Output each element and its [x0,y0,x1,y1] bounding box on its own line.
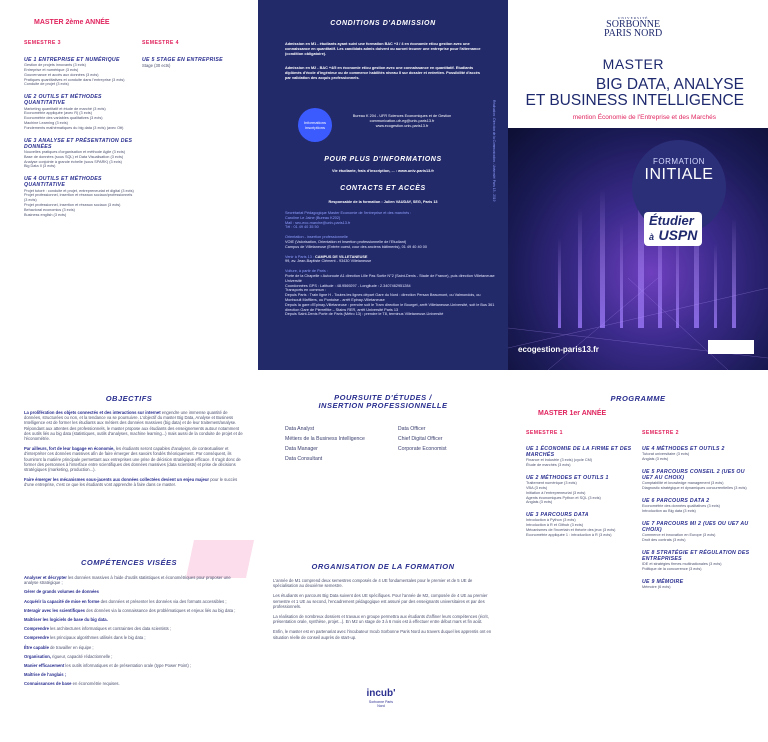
organisation-paragraph: Les étudiants en parcours Big Data suivent des UE spécifiques. Pour l'année de M2, composée de 4 UE au premier semestre et 1 UE au second, l'encadrement pédagogique est assuré par des enseignants universitaires et par des professionnels. [273,593,488,609]
competences-title: COMPÉTENCES VISÉES [80,558,178,567]
competence-text: les principaux algorithmes utilisés dans le big data ; [48,635,146,641]
job-item: Corporate Economist [397,446,447,452]
obj-p3: pour le succès d'une entreprise, c'est ce que les étudiants vont apprendre à faire dans ce master. [24,477,238,488]
ue-courses: Econométrie des données qualitatives (3 ects) Introduction au Big data (3 ects) [642,504,720,513]
ue-block [642,550,756,572]
ue-block [24,176,136,217]
ue-block [526,475,636,505]
ue-courses: Marketing quantitatif et étude de marché (3 ects) Econométrie appliquée (avec R) (3 ects) Econométrie des variables qualitatives (3 ects) Machine Learning (3 ects) Fondements mathématiques du big data (3 ects) (avec Ott) [24,106,124,130]
ue-title: UE 5 PARCOURS CONSEIL 2 (UE5 OU UE7 AU CHOIX) [642,468,745,481]
incub-logo [366,688,396,708]
organisation-text [273,578,495,645]
semester2-ue-list [642,446,756,590]
uspn-text: USPN [658,227,698,243]
competence-item [24,626,246,631]
transport-text: Porte de la Chapelle • Autoroute A1 direction Lille Pas Sortie N°2 (Saint-Denis - Stade de France), puis direction Villetaneuse Université Coordonnées GPS : Latitude : 48.9569297 - Longitude : 2.3407462951284 Transports en commun : Depuis Paris : Train ligne H - Toutes les lignes départ Gare du Nord : direction Persan Beaumont, ou Valmondois, ou Montsoult Maffliers, ou Pontoise - arrêt Epinay-Villetaneuse Depuis la gare d'Epinay-Villetaneuse : prendre soit le Tram direction le Bourget, arrêt Villetaneuse-Université, soit le Bus 361 direction Gare de Pierrefitte – Stains RER, arrêt Université Paris 13 Depuis Saint-Denis Porte de Paris (Métro 13) : prendre le T8, terminus Villetaneuse-Université [285,273,495,317]
competence-item [24,599,246,604]
ue-courses: Gestion de projets innovants (3 ects) Entreprise et numérique (3 ects) Gouvernance et accès aux données (3 ects) Pratiques quantitatives et conduite dans l'entreprise (3 ects) Conduite de projet (3 ects) [24,63,125,87]
ue-title: UE 1 ÉCONOMIE DE LA FIRME ET DES MARCHÉS [526,446,632,459]
poursuite-panel [258,378,508,742]
mention-line [573,114,716,121]
competence-bold: Organisation, [24,653,51,659]
etudier-uspn [644,212,702,246]
info-badge-text: Bureau K 204 - UFR Sciences Economiques et de Gestion communication-ufr-eg@univ-paris13.fr www.ecogestion.univ-paris13.fr [352,114,452,128]
competence-item [24,663,246,668]
incub-wordmark: incub' [366,688,396,699]
competences-list [24,575,246,691]
initiale-label: INITIALE [644,166,714,183]
programme-panel [508,378,768,742]
a-text: à [649,232,655,242]
competence-item [24,608,246,613]
semester3-ue-list [24,57,136,217]
organisation-paragraph: Enfin, le master est en partenariat avec l'incubateur Incub Sorbonne Paris Nord au travers duquel les apprentis ont en situation réelle de conseil auprès de start-up. [273,629,492,640]
ue-block [642,446,756,462]
jobs-right-list [398,424,495,464]
mention-label: mention [572,114,596,121]
competence-text: les architectures informatiques et contraintes des data scientists ; [48,626,172,632]
job-item: Data Manager [285,446,318,452]
venir-label: Venir à Paris 13 : [285,254,314,259]
ue-courses: Tutorat universitaire (3 ects) Anglais (3 ects) [642,452,690,461]
organisation-title: ORGANISATION DE LA FORMATION [311,562,455,571]
ue-courses: Comptabilité et knowledge management (3 ects) Diagnostic stratégique et dynamiques concurrentielles (3 ects) [642,481,747,490]
conditions-m1: Admission en M1 - étudiants ayant suivi une formation BAC +3 / 4 en économie et/ou gestion avec une connaissance en quantitatif. Les candidats admis doivent ou auront trouver une entreprise pour l'alternance (condition obligatoire). [285,42,481,56]
ue-courses: Commerce et innovation en Europe (3 ects) Droit des contrats (3 ects) [642,533,716,542]
secretariat-text: Caroline Le Jaine (Bureau K202) Mail : sec-eco-marche@univ-paris13.fr Tél : 01 49 40 35 50 [285,215,351,230]
ue-block [526,446,636,468]
ue-block [642,579,756,590]
secretariat-label: Secrétariat Pédagogique Master Economie de l'entreprise et des marchés : [285,211,412,215]
cover-panel [508,0,768,370]
job-item: Chief Digital Officer [397,436,443,442]
ue-courses: Projet tutoré : conduite et projet, entrepreneuriat et digital (3 ects) Projet professionnel, insertion et réseaux sociaux/professionnels (3 ects) Projet professionnel, insertion et réseaux sociaux (3 ects) Behavioral economics (3 ects) Business english (3 ects) [24,188,134,217]
logo-line2: SORBONNE [606,19,661,30]
competence-bold: Connaissances de base [24,681,72,687]
more-info-text: Vie étudiante, frais d'inscription, ... : www.univ-paris13.fr [332,169,434,173]
master2-panel [0,0,258,370]
obj-p1-bold: La prolifération des objets connectés et des interactions sur internet [24,410,161,415]
jobs-left-list [285,424,392,464]
programme-title: PROGRAMME [610,394,666,403]
ue-courses: IDE et stratégies firmes multinationales (3 ects) Politique de la concurrence (3 ects) [642,562,722,571]
ue-title: UE 3 PARCOURS DATA [526,512,589,519]
ue5-desc: Stage (30 ects) [142,63,171,69]
semester2-label: SEMESTRE 2 [642,430,679,436]
logo-line3: PARIS NORD [604,28,663,39]
ue-title: UE 9 MÉMOIRE [642,578,684,585]
organisation-paragraph: La réalisation de nombreux dossiers et travaux en groupe permettra aux étudiants d'affiner leurs compétences (écrit, présentation orale, synthèse, projet...). En M2 un stage de 3 à 6 mois est à effectuer entre début mars et fin août. [273,614,489,625]
objectifs-panel [0,378,258,742]
incub-sub: Sorbonne Paris Nord [368,700,394,708]
transport-label: Voiture, à partir de Paris : [285,269,328,274]
white-block [708,340,754,354]
obj-p2-bold: Par ailleurs, fort de leur bagage en économie, [24,446,115,452]
ue-title: UE 1 ENTREPRISE ET NUMÉRIQUE [24,57,120,63]
venir-campus: CAMPUS DE VILLETANEUSE [314,254,368,259]
ue-courses: Finance et industrie (3 ects) (cycle CM) Étude de marchés (3 ects) [526,458,593,468]
ue-title: UE 6 PARCOURS DATA 2 [642,497,710,504]
obj-p1: engendre une immense quantité de données, structurées ou non, et la tendance va se poursuivre. L'objectif du master Big Data, Analyse et Business Intelligence est de former les étudiants aux métiers des données massives (big data) et de leur traitement/analyse. Répondant aux attentes des professionnels, le master propose aux étudiants des enseignements autour notamment des outils liés au big data (statistiques, outils d'analyses, machine learning...) mais aussi de la conduite de projet et de l'économétrie. [24,410,243,442]
obj-p2: les étudiants seront capables d'analyser, de contextualiser et d'interpréter ces données massives afin de faire émerger des savoirs fondés théoriquement. Par conséquent, ils fourniront la matière principale permettant aux entreprises une prise de décision stratégique efficace. Il s'agit donc de former des personnes à l'interface entre scientifiques des données massives (data scientists) et prise de décisions stratégiques (marketing, production...). [24,446,241,473]
competence-bold: Acquérir la capacité de mise en forme [24,598,100,604]
competence-item [24,654,246,659]
conditions-m2: Admission en M2 - BAC +4/5 en économie et/ou gestion avec une connaissance en quantitatif. Etudiants diplômés d'école d'ingénieur ou de commerce habilités niveau II sur dossier et entretien. Possibilité d'accès par validation des acquis professionnels. [285,66,480,80]
competence-item [24,681,246,686]
master1-title: MASTER 1er ANNÉE [538,410,607,417]
logo-line1: UNIVERSITÉ [617,16,649,20]
ue-title: UE 2 MÉTHODES ET OUTILS 1 [526,475,609,481]
ue-title: UE 4 OUTILS ET MÉTHODES QUANTITATIVE [24,176,102,189]
competence-item [24,645,246,650]
obj-p3-bold: Faire émerger les mécanismes sous-jacents aux données collectées devient un enjeu majeur [24,477,210,483]
ue-block [24,94,136,130]
competence-text: rigueur, capacité rédactionnelle ; [51,653,113,659]
ue-courses: Traitement numérique (3 ects) VBA (3 ects) Initiation à l'entrepreneuriat (3 ects) Agents économiques Python et SQL (3 ects) Anglais (3 ects) [526,481,601,505]
competence-item [24,589,246,594]
ue-title: UE 4 MÉTHODES ET OUTILS 2 [642,446,725,452]
master2-title: MASTER 2ème ANNÉE [34,19,110,26]
competence-bold: Comprendre [24,635,49,641]
objectifs-title: OBJECTIFS [105,394,153,403]
competence-bold: Être capable [24,644,49,650]
competence-text: des données et présenter les données via des formats accessibles ; [99,598,227,604]
job-item: Data Consultant [285,456,323,462]
semester4-label: SEMESTRE 4 [142,40,179,46]
conditions-title: CONDITIONS D'ADMISSION [330,20,436,27]
info-badge-label: Informations inscriptions [303,120,326,130]
semester1-label: SEMESTRE 1 [526,430,563,436]
ue-block [642,469,756,491]
admission-panel [258,0,508,370]
ue-courses: Mémoire (6 ects) [642,584,671,589]
job-item: Data Analyst [285,426,315,432]
semester3-label: SEMESTRE 3 [24,40,61,46]
competence-text: les outils informatiques et de présentation orale (type Power Point) ; [64,663,192,669]
competence-text: de travailler en équipe ; [48,644,94,650]
ue5-title: UE 5 STAGE EN ENTREPRISE [142,57,223,63]
poursuite-title-line2: INSERTION PROFESSIONNELLE [318,401,448,410]
organisation-paragraph: L'année de M1 comprend deux semestres composés de 4 UE fondamentales pour le premier et de 5 UE de spécialisation au deuxième semestre. [273,578,473,589]
competence-bold: Analyser et décrypter [24,575,67,580]
mention-text: Économie de l'Entreprise et des Marchés [597,114,716,121]
competence-item [24,575,246,585]
ue-title: UE 3 ANALYSE ET PRÉSENTATION DES DONNÉES [24,137,133,150]
competence-bold: Interagir avec les scientifiques [24,607,85,613]
competence-item [24,672,246,677]
ue-title: UE 7 PARCOURS MI 2 (UE5 OU UE7 AU CHOIX) [642,520,749,533]
more-info-title: POUR PLUS D'INFORMATIONS [324,156,442,163]
ue-block [642,498,756,514]
orientation-text: VOIE (Valorisation, Orientation et Insertion professionnelle de l'Etudiant) Campus de Villetaneuse (Entrée ouest, cour des anciens bâtiments), 01 49 40 40 00 [285,239,427,249]
ue-block [24,138,136,170]
ue-block [642,521,756,543]
semester1-ue-list [526,446,636,538]
program-title-line1: BIG DATA, ANALYSE [595,76,744,93]
competence-text: les données massives à l'aide d'outils statistiques et économétriques pour proposer une analyse stratégique ; [24,575,231,586]
job-item: Métiers de la Business Intelligence [285,436,365,442]
competence-bold: Maîtrise de l'anglais ; [24,672,67,678]
ue-block [24,57,136,87]
formation-label: FORMATION [653,157,705,166]
university-logo [604,16,662,38]
website-url: ecogestion-paris13.fr [518,345,599,354]
responsable-text: Responsable de la formation : Julien VAUDAY, SEG, Paris 13 [328,200,438,204]
ue-block [526,512,636,537]
competence-bold: Comprendre [24,626,49,632]
ue-title: UE 2 OUTILS ET MÉTHODES QUANTITATIVE [24,94,102,107]
etudier-text: Étudier [649,213,694,228]
contacts-title: CONTACTS ET ACCÈS [340,185,426,192]
orientation-label: Orientation - insertion professionnelle [285,235,348,240]
competence-bold: Gérer de grands volumes de données [24,589,99,595]
venir-address: 99, av. Jean-Baptiste Clément - 93430 Villetaneuse [285,259,372,264]
competence-bold: Manier efficacement [24,663,65,669]
credit-vertical: Réalisation : Direction de la Communication - Université Paris 13 - 2019 [492,100,496,202]
ue-courses: Introduction à Python (3 ects) Introduction à R et Github (3 ects) Mécanismes de l'incertain et théorie des jeux (3 ects) Econométrie appliquée 1 : introduction à R (3 ects) [526,518,616,537]
master-word: MASTER [602,56,664,72]
competence-item [24,635,246,640]
competence-text: en économétrie requises. [71,681,120,687]
competence-bold: Maîtriser les logiciels de base du big data. [24,617,108,623]
competence-item [24,617,246,622]
poursuite-title-line1: POURSUITE D'ÉTUDES / [334,393,432,402]
ue-title: UE 8 STRATÉGIE ET RÉGULATION DES ENTREPRISES [642,549,750,562]
job-item: Data Officer [397,426,426,432]
program-title-line2: ET BUSINESS INTELLIGENCE [525,92,744,109]
ue-courses: Nouvelles pratiques d'organisation et méthode Agile (3 ects) Base de données (sous SQL) et Data Visualisation (3 ects) Analyse conjointe à grande échelle (sous SPARK) (3 ects) Big Data II (3 ects) [24,149,125,169]
competence-text: des données via la connaissance des problématiques et enjeux liés au big data ; [84,607,236,613]
info-badge [298,108,332,142]
